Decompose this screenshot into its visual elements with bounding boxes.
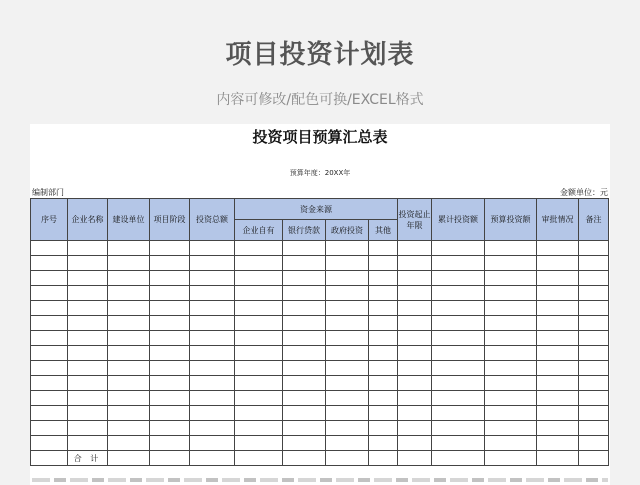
dept-label: 编制部门	[32, 188, 64, 197]
header-budget-amount[interactable]: 预算投资额	[485, 199, 537, 241]
table-row	[31, 391, 609, 406]
unit-label: 金额单位：元	[560, 188, 608, 197]
header-seq[interactable]: 序号	[31, 199, 68, 241]
header-period[interactable]: 投资起止年限	[398, 199, 432, 241]
table-row	[31, 376, 609, 391]
sheet-title: 投资项目预算汇总表	[252, 128, 388, 146]
total-row	[31, 451, 609, 466]
header-self-owned[interactable]: 企业自有	[235, 220, 283, 241]
header-company[interactable]: 企业名称	[68, 199, 108, 241]
header-row-1	[31, 199, 609, 220]
spreadsheet-sheet	[30, 124, 610, 485]
footnote-blurred-text	[32, 478, 608, 482]
table-row	[31, 256, 609, 271]
table-row	[31, 346, 609, 361]
header-bank-loan[interactable]: 银行贷款	[283, 220, 326, 241]
page-title: 项目投资计划表	[225, 40, 415, 70]
header-gov-invest[interactable]: 政府投资	[326, 220, 369, 241]
table-row	[31, 271, 609, 286]
table-row	[31, 241, 609, 256]
header-approval[interactable]: 审批情况	[537, 199, 579, 241]
header-cumulative[interactable]: 累计投资额	[432, 199, 485, 241]
page-subtitle: 内容可修改/配色可换/EXCEL格式	[216, 92, 424, 108]
table-row	[31, 421, 609, 436]
table-row	[31, 316, 609, 331]
table-row	[31, 301, 609, 316]
budget-year-label: 预算年度：20XX年	[289, 169, 351, 177]
table-row	[31, 331, 609, 346]
header-total-invest[interactable]: 投资总额	[190, 199, 235, 241]
header-remarks[interactable]: 备注	[579, 199, 609, 241]
footnote-row	[30, 476, 610, 485]
header-stage[interactable]: 项目阶段	[150, 199, 190, 241]
table-row	[31, 286, 609, 301]
table-row	[31, 436, 609, 451]
total-label: 合 计	[68, 451, 108, 466]
budget-table	[30, 198, 609, 466]
header-funding-source[interactable]: 资金来源	[235, 199, 398, 220]
table-row	[31, 361, 609, 376]
header-builder[interactable]: 建设单位	[108, 199, 150, 241]
table-row	[31, 406, 609, 421]
header-other[interactable]: 其他	[369, 220, 398, 241]
